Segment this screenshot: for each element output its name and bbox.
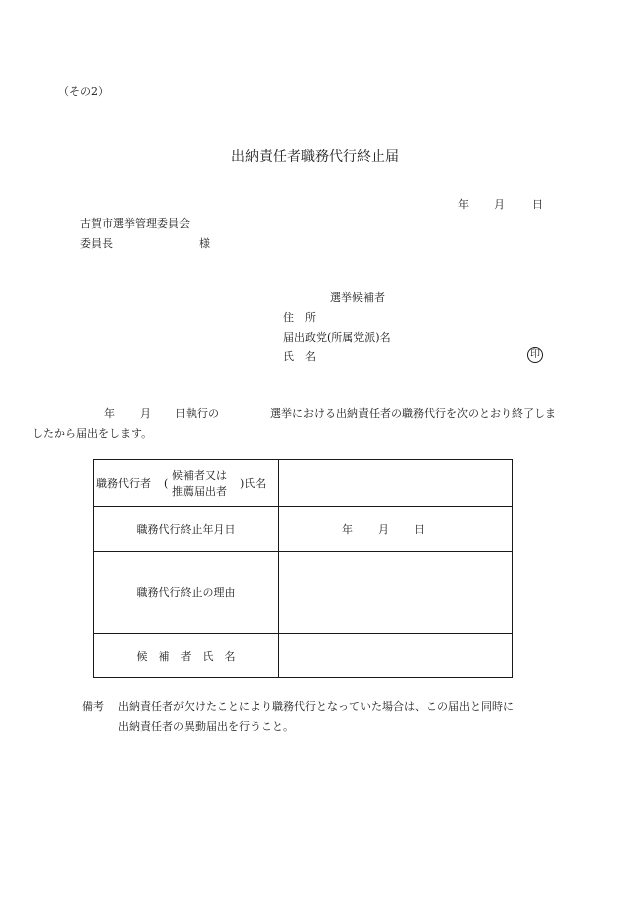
note-label: 備考	[82, 700, 104, 713]
body-day-exec-label: 日執行の	[175, 407, 219, 420]
table-row-divider	[94, 551, 512, 552]
form-number: （その2）	[58, 85, 109, 98]
candidate-party-label: 届出政党(所属党派)名	[283, 331, 391, 344]
addressee-honorific: 様	[199, 237, 210, 250]
document-title: 出納責任者職務代行終止届	[231, 149, 399, 165]
candidate-heading: 選挙候補者	[330, 291, 385, 304]
deputy-type-recommender: 推薦届出者	[172, 485, 227, 498]
termination-reason-label: 職務代行終止の理由	[136, 586, 236, 599]
table-column-divider	[278, 460, 279, 677]
seal-mark-icon: 印	[527, 347, 543, 363]
body-month-label: 月	[140, 407, 151, 420]
note-line-1: 出納責任者が欠けたことにより職務代行となっていた場合は、この届出と同時に	[118, 700, 514, 713]
table-row-divider	[94, 633, 512, 634]
termination-day-label: 日	[414, 523, 425, 536]
termination-date-label: 職務代行終止年月日	[136, 523, 236, 536]
deputy-name-label: 職務代行者	[96, 477, 151, 490]
body-year-label: 年	[104, 407, 115, 420]
table-row-divider	[94, 506, 512, 507]
date-month-label: 月	[494, 198, 505, 211]
deputy-paren-open: (	[164, 477, 169, 490]
candidate-name-row-label: 候 補 者 氏 名	[136, 650, 236, 663]
body-second-line: したから届出をします。	[32, 427, 153, 440]
date-year-label: 年	[458, 198, 469, 211]
deputy-type-candidate: 候補者又は	[172, 469, 227, 482]
termination-year-label: 年	[342, 523, 353, 536]
addressee-organization: 古賀市選挙管理委員会	[80, 217, 190, 230]
candidate-address-label: 住 所	[283, 311, 316, 324]
note-line-2: 出納責任者の異動届出を行うこと。	[118, 720, 294, 733]
form-table	[93, 459, 513, 678]
candidate-name-label: 氏 名	[283, 350, 316, 363]
termination-month-label: 月	[378, 523, 389, 536]
addressee-title: 委員長	[80, 237, 113, 250]
deputy-name-suffix: )氏名	[240, 477, 267, 490]
body-main-text: 選挙における出納責任者の職務代行を次のとおり終了しま	[270, 407, 556, 420]
date-day-label: 日	[532, 198, 543, 211]
